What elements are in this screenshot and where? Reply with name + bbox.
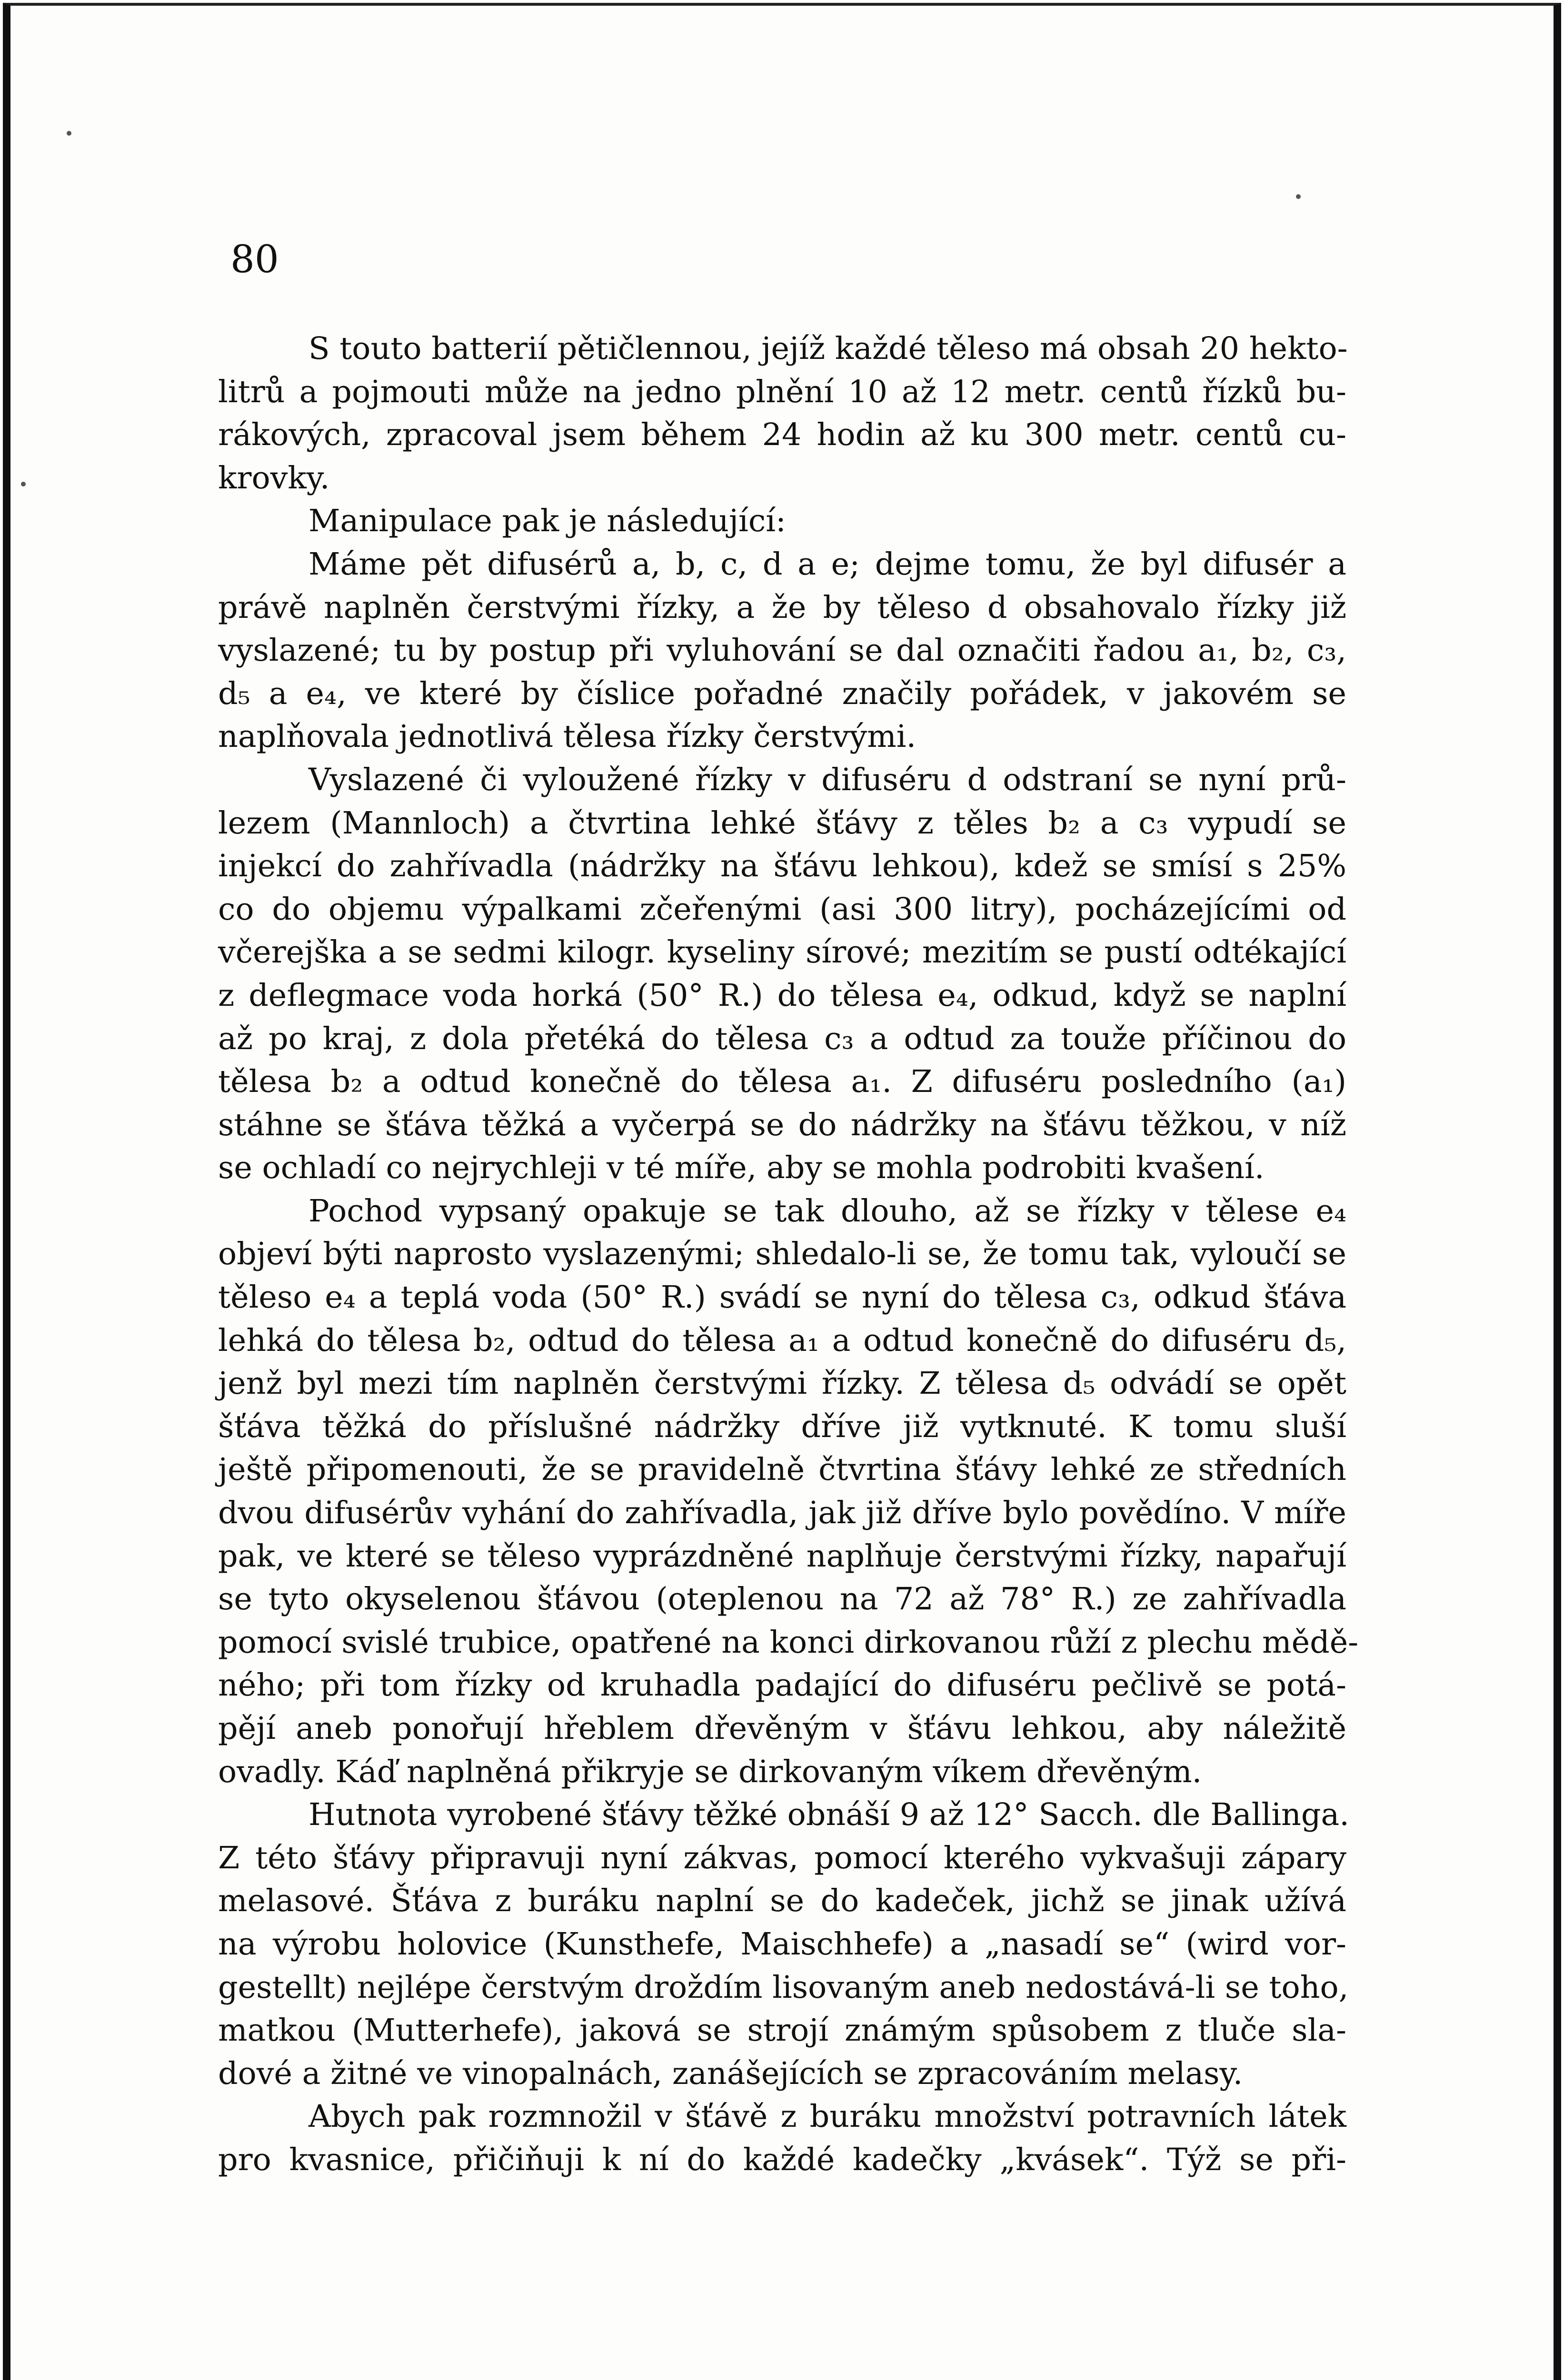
text-line: dvou difusérův vyhání do zahřívadla, jak již dříve bylo povědíno. V míře <box>218 1495 1346 1531</box>
text-line: naplňovala jednotlivá tělesa řízky čerstvými. <box>218 719 916 755</box>
text-line: lehká do tělesa b₂, odtud do tělesa a₁ a odtud konečně do difuséru d₅, <box>218 1322 1346 1359</box>
text-line: těleso e₄ a teplá voda (50° R.) svádí se nyní do tělesa c₃, odkud šťáva <box>218 1279 1346 1316</box>
text-line: šťáva těžká do příslušné nádržky dříve již vytknuté. K tomu sluší <box>218 1408 1346 1445</box>
text-line: se ochladí co nejrychleji v té míře, aby se mohla podrobiti kvašení. <box>218 1150 1265 1186</box>
text-line: Manipulace pak je následující: <box>309 503 786 539</box>
text-line: Máme pět difusérů a, b, c, d a e; dejme tomu, že byl difusér a <box>309 546 1346 582</box>
text-line: pomocí svislé trubice, opatřené na konci dirkovanou růží z plechu mědě- <box>218 1624 1359 1660</box>
text-line: melasové. Šťáva z buráku naplní se do kadeček, jichž se jinak užívá <box>218 1883 1346 1919</box>
text-line: co do objemu výpalkami zčeřenými (asi 300 litry), pocházejícími od <box>218 891 1346 927</box>
text-line: S touto batterií pětičlennou, jejíž každé těleso má obsah 20 hekto- <box>309 331 1348 367</box>
text-line: gestellt) nejlépe čerstvým droždím lisovaným aneb nedostává-li se toho, <box>218 1969 1349 2005</box>
text-line: krovky. <box>218 460 330 496</box>
text-line: Z této šťávy připravuji nyní zákvas, pomocí kterého vykvašuji zápary <box>218 1840 1346 1876</box>
text-line: z deflegmace voda horká (50° R.) do tělesa e₄, odkud, když se naplní <box>218 977 1346 1013</box>
text-line: injekcí do zahřívadla (nádržky na šťávu lehkou), kdež se smísí s 25% <box>218 848 1346 884</box>
body-text <box>218 327 1359 2182</box>
text-line: lezem (Mannloch) a čtvrtina lehké šťávy z těles b₂ a c₃ vypudí se <box>218 805 1346 841</box>
text-line: dové a žitné ve vinopalnách, zanášejících se zpracováním melasy. <box>218 2055 1243 2092</box>
speck-mark <box>21 482 26 486</box>
text-line: litrů a pojmouti může na jedno plnění 10 až 12 metr. centů řízků bu- <box>218 374 1346 410</box>
text-line: pro kvasnice, přičiňuji k ní do každé kadečky „kvásek“. Týž se při- <box>218 2142 1346 2178</box>
text-line: Abych pak rozmnožil v šťávě z buráku množství potravních látek <box>309 2099 1346 2135</box>
speck-mark <box>1296 194 1301 199</box>
text-line: tělesa b₂ a odtud konečně do tělesa a₁. Z difuséru posledního (a₁) <box>218 1064 1346 1100</box>
text-line: Pochod vypsaný opakuje se tak dlouho, až se řízky v tělese e₄ <box>309 1193 1346 1229</box>
text-line: až po kraj, z dola přetéká do tělesa c₃ a odtud za touže příčinou do <box>218 1021 1346 1057</box>
text-line: ného; při tom řízky od kruhadla padající do difuséru pečlivě se potá- <box>218 1667 1346 1704</box>
text-line: včerejška a se sedmi kilogr. kyseliny sírové; mezitím se pustí odtékající <box>218 934 1346 971</box>
text-line: stáhne se šťáva těžká a vyčerpá se do nádržky na šťávu těžkou, v níž <box>218 1107 1346 1143</box>
text-line: rákových, zpracoval jsem během 24 hodin až ku 300 metr. centů cu- <box>218 417 1346 453</box>
page-number: 80 <box>230 237 279 281</box>
text-line: vyslazené; tu by postup při vyluhování se dal označiti řadou a₁, b₂, c₃, <box>218 633 1346 669</box>
text-line: pějí aneb ponořují hřeblem dřevěným v šťávu lehkou, aby náležitě <box>218 1711 1346 1746</box>
text-line: Hutnota vyrobené šťávy těžké obnáší 9 až 12° Sacch. dle Ballinga. <box>309 1797 1349 1833</box>
text-line: ještě připomenouti, že se pravidelně čtvrtina šťávy lehké ze středních <box>218 1452 1346 1488</box>
text-line: pak, ve které se těleso vyprázdněné naplňuje čerstvými řízky, napařují <box>218 1538 1346 1574</box>
text-line: Vyslazené či vyloužené řízky v difuséru d odstraní se nyní prů- <box>309 762 1346 798</box>
text-line: objeví býti naprosto vyslazenými; shledalo-li se, že tomu tak, vyloučí se <box>218 1236 1346 1272</box>
text-line: právě naplněn čerstvými řízky, a že by těleso d obsahovalo řízky již <box>218 589 1346 625</box>
text-line: ovadly. Káď naplněná přikryje se dirkovaným víkem dřevěným. <box>218 1754 1202 1790</box>
text-line: na výrobu holovice (Kunsthefe, Maischhefe) a „nasadí se“ (wird vor- <box>218 1926 1346 1962</box>
text-line: matkou (Mutterhefe), jaková se strojí známým spůsobem z tluče sla- <box>218 2013 1346 2049</box>
text-line: jenž byl mezi tím naplněn čerstvými řízky. Z tělesa d₅ odvádí se opět <box>218 1366 1346 1402</box>
text-line: se tyto okyselenou šťávou (oteplenou na 72 až 78° R.) ze zahřívadla <box>218 1581 1346 1617</box>
speck-mark <box>67 131 71 136</box>
text-line: d₅ a e₄, ve které by číslice pořadné značily pořádek, v jakovém se <box>218 675 1346 712</box>
